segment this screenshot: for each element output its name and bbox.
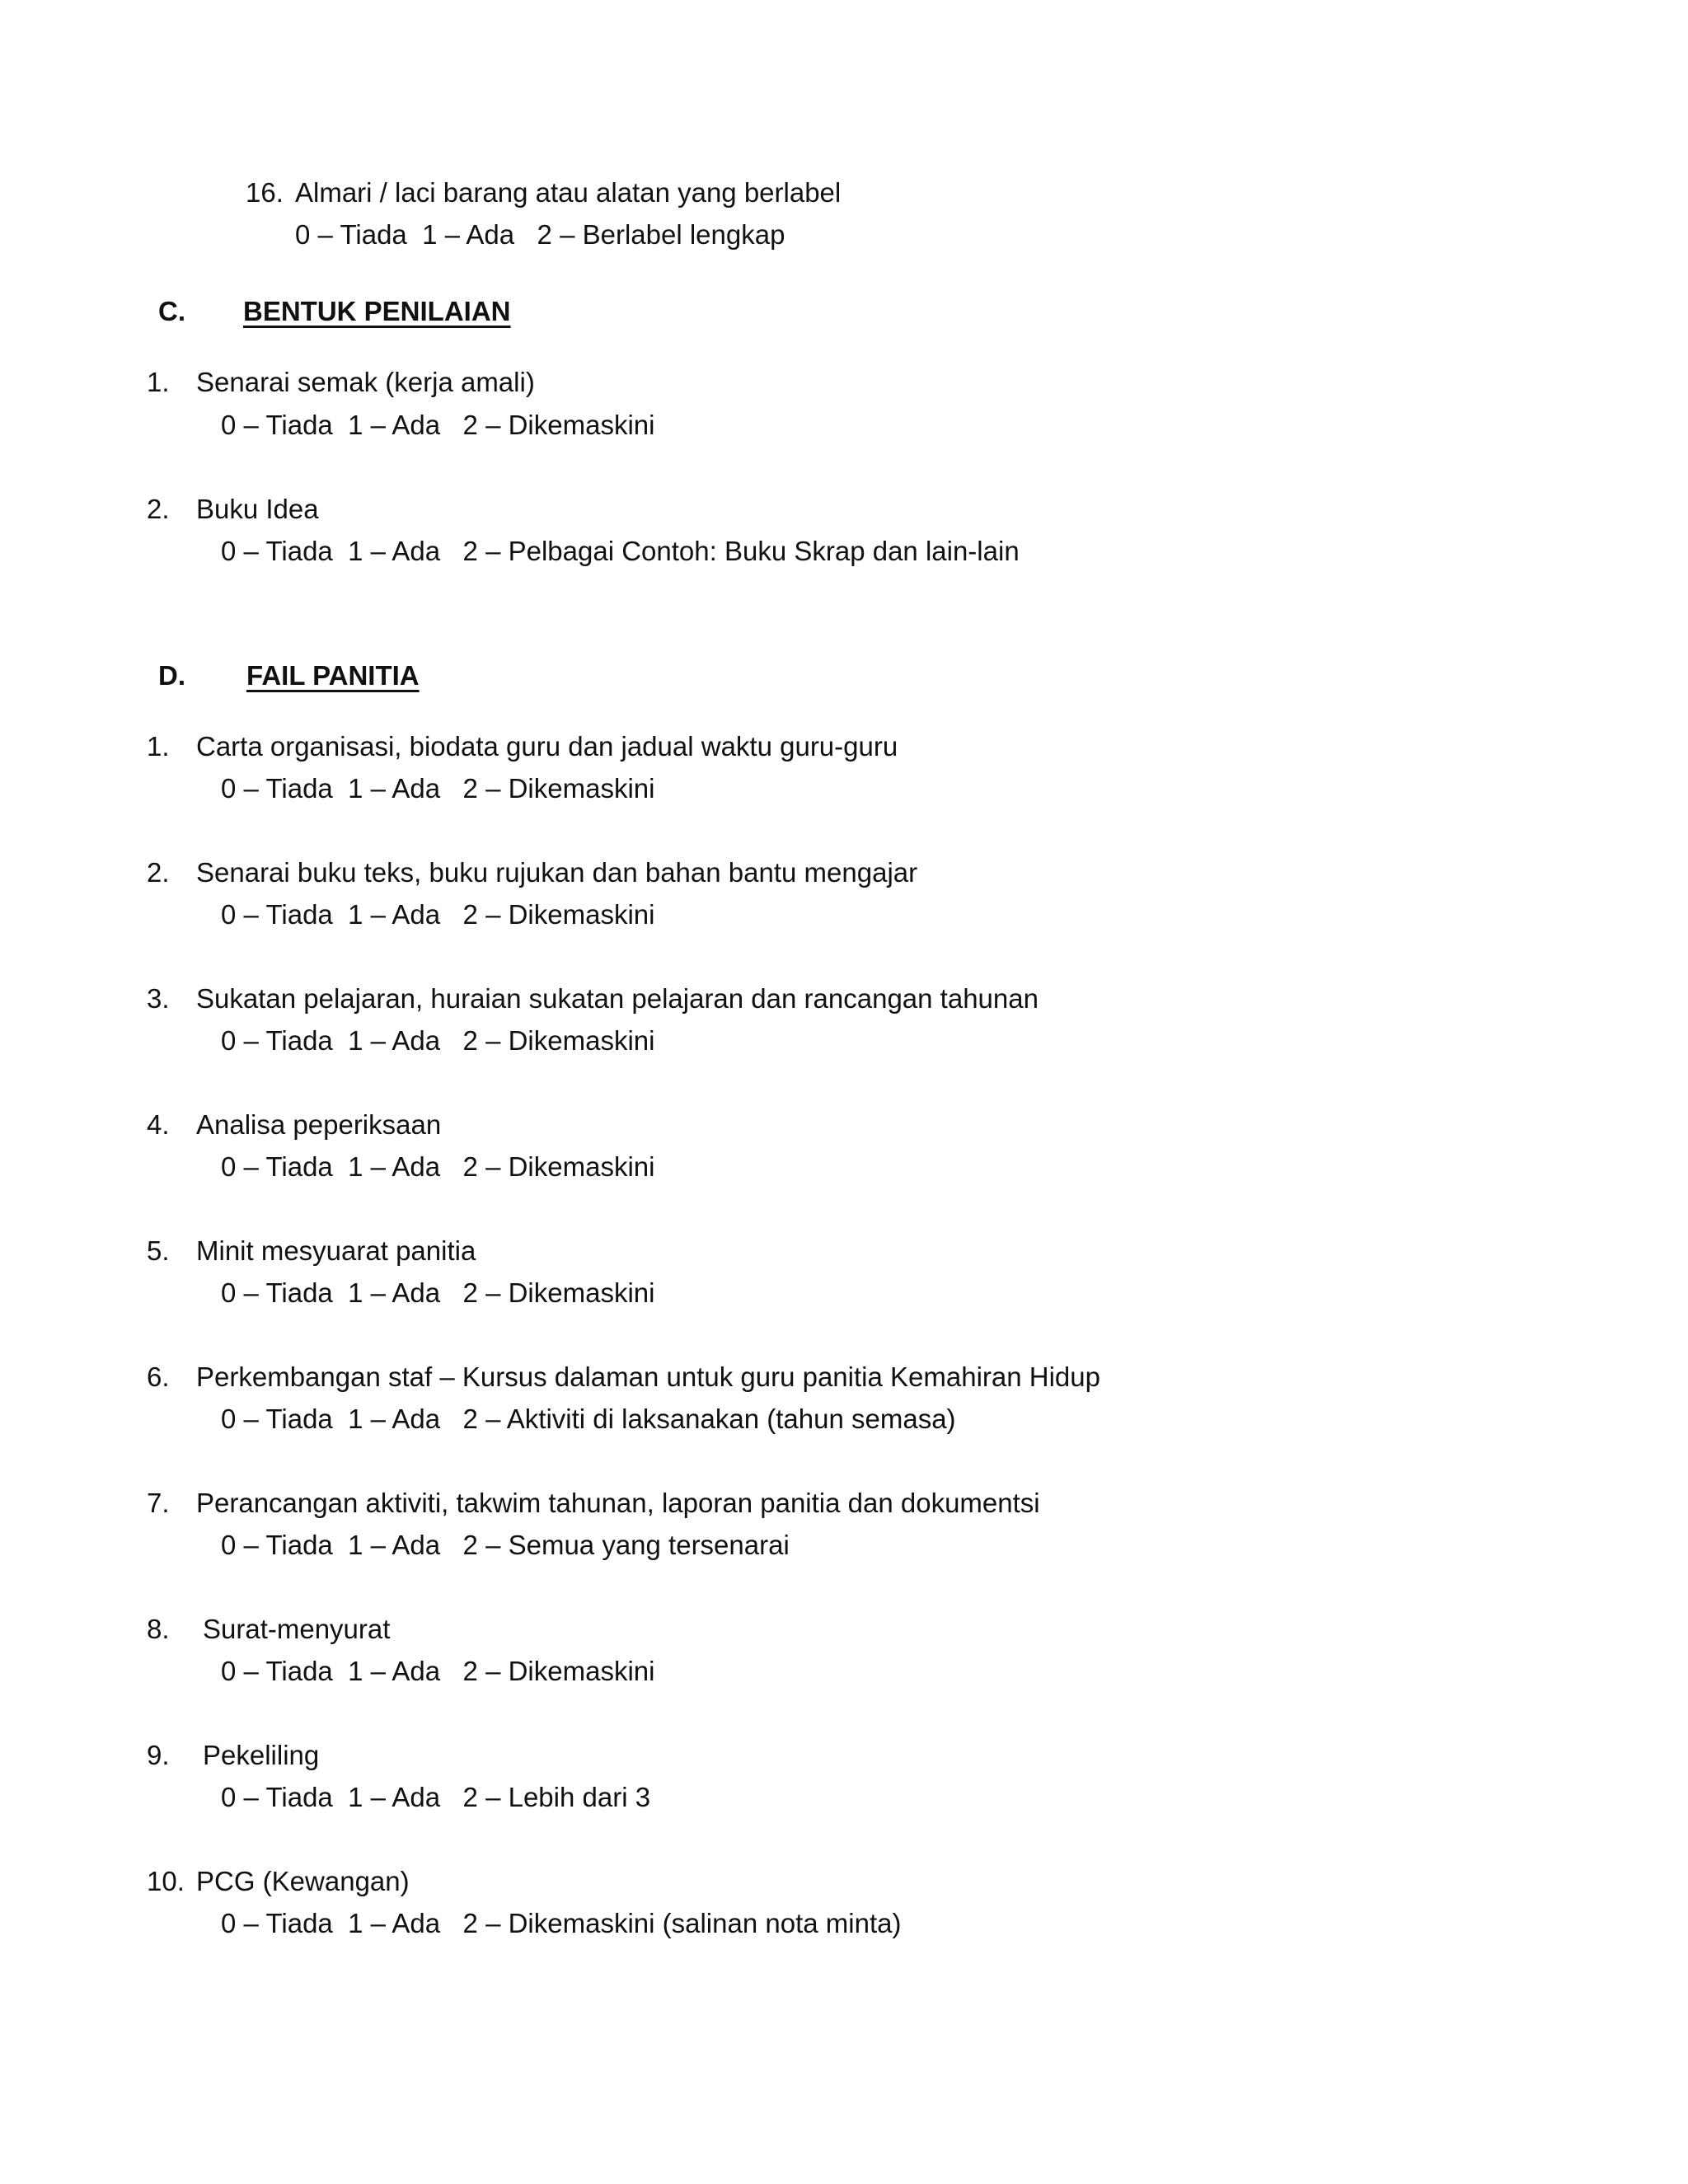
item-number: 1. bbox=[147, 731, 170, 762]
item-text: Senarai buku teks, buku rujukan dan bahan bantu mengajar bbox=[196, 857, 918, 888]
item-number: 5. bbox=[147, 1235, 170, 1266]
item-text: Almari / laci barang atau alatan yang berlabel bbox=[295, 177, 842, 208]
item-text: Senarai semak (kerja amali) bbox=[196, 367, 535, 397]
item-number: 8. bbox=[147, 1614, 170, 1644]
list-item bbox=[147, 491, 319, 636]
item-text: Surat-menyurat bbox=[203, 1614, 391, 1644]
item-scale: 0 – Tiada 1 – Ada 2 – Dikemaskini bbox=[221, 899, 655, 930]
item-text: Minit mesyuarat panitia bbox=[196, 1235, 476, 1266]
item-scale: 0 – Tiada 1 – Ada 2 – Aktiviti di laksanakan (tahun semasa) bbox=[221, 1404, 956, 1434]
item-scale: 0 – Tiada 1 – Ada 2 – Semua yang tersenarai bbox=[221, 1530, 790, 1560]
item-number: 6. bbox=[147, 1361, 170, 1392]
item-number: 7. bbox=[147, 1488, 170, 1518]
item-scale: 0 – Tiada 1 – Ada 2 – Dikemaskini bbox=[221, 1656, 655, 1686]
item-scale: 0 – Tiada 1 – Ada 2 – Dikemaskini bbox=[221, 410, 655, 440]
section-label: C. bbox=[158, 296, 185, 326]
item-number: 10. bbox=[147, 1866, 185, 1896]
item-scale: 0 – Tiada 1 – Ada 2 – Dikemaskini (salinan nota minta) bbox=[221, 1908, 902, 1938]
section-title: BENTUK PENILAIAN bbox=[243, 296, 511, 326]
item-scale: 0 – Tiada 1 – Ada 2 – Pelbagai Contoh: Buku Skrap dan lain-lain bbox=[221, 536, 1020, 566]
item-number: 3. bbox=[147, 983, 170, 1014]
item-text: Analisa peperiksaan bbox=[196, 1109, 442, 1140]
item-text: Carta organisasi, biodata guru dan jadual waktu guru-guru bbox=[196, 731, 898, 762]
item-text: Pekeliling bbox=[203, 1740, 320, 1770]
item-scale: 0 – Tiada 1 – Ada 2 – Dikemaskini bbox=[221, 773, 655, 804]
item-scale: 0 – Tiada 1 – Ada 2 – Dikemaskini bbox=[221, 1151, 655, 1182]
item-number: 4. bbox=[147, 1109, 170, 1140]
item-text: Sukatan pelajaran, huraian sukatan pelajaran dan rancangan tahunan bbox=[196, 983, 1039, 1014]
item-text: PCG (Kewangan) bbox=[196, 1866, 410, 1896]
section-title: FAIL PANITIA bbox=[246, 660, 420, 691]
item-number: 2. bbox=[147, 857, 170, 888]
item-scale: 0 – Tiada 1 – Ada 2 – Lebih dari 3 bbox=[221, 1782, 651, 1812]
item-text: Perancangan aktiviti, takwim tahunan, laporan panitia dan dokumentsi bbox=[196, 1488, 1040, 1518]
item-number: 9. bbox=[147, 1740, 170, 1770]
list-item bbox=[147, 1863, 410, 2008]
section-label: D. bbox=[158, 660, 185, 691]
item-text: Perkembangan staf – Kursus dalaman untuk guru panitia Kemahiran Hidup bbox=[196, 1361, 1100, 1392]
item-text: Buku Idea bbox=[196, 494, 319, 524]
item-scale: 0 – Tiada 1 – Ada 2 – Dikemaskini bbox=[221, 1025, 655, 1056]
item-number: 1. bbox=[147, 367, 170, 397]
item-number: 16. bbox=[246, 177, 284, 208]
item-scale: 0 – Tiada 1 – Ada 2 – Dikemaskini bbox=[221, 1277, 655, 1308]
item-scale: 0 – Tiada 1 – Ada 2 – Berlabel lengkap bbox=[295, 219, 785, 250]
item-number: 2. bbox=[147, 494, 170, 524]
